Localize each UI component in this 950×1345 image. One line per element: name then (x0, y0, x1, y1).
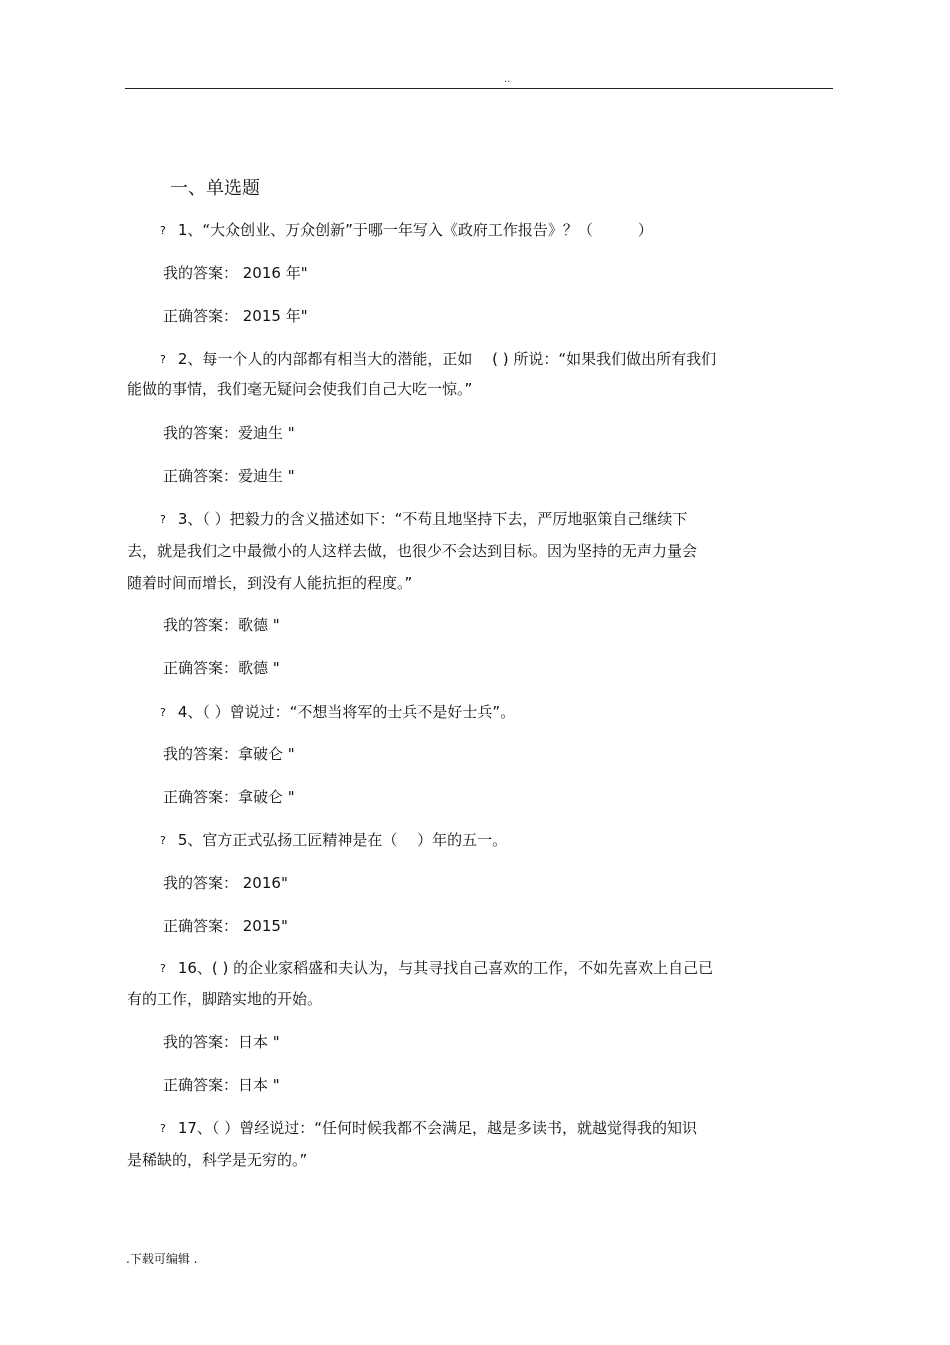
my-answer-4: 我的答案：拿破仑 " (163, 745, 295, 763)
question-text: 4、（ ）曾说过：“不想当将军的士兵不是好士兵”。 (177, 703, 516, 721)
correct-answer-2: 正确答案：爱迪生 " (163, 467, 295, 485)
question-text: 1、“大众创业、万众创新”于哪一年写入《政府工作报告》？（ ） (177, 221, 653, 239)
my-answer-5: 我的答案： 2016" (163, 874, 288, 892)
correct-answer-3: 正确答案：歌德 " (163, 659, 280, 677)
my-answer-16: 我的答案：日本 " (163, 1033, 280, 1051)
question-3-cont-2: 随着时间而增长，到没有人能抗拒的程度。” (127, 574, 413, 592)
question-text: 16、( ) 的企业家稻盛和夫认为，与其寻找自己喜欢的工作，不如先喜欢上自己已 (177, 959, 714, 977)
correct-answer-4: 正确答案：拿破仑 " (163, 788, 295, 806)
question-1 (160, 220, 653, 242)
question-16-cont: 有的工作，脚踏实地的开始。 (127, 990, 323, 1008)
question-5 (160, 830, 507, 852)
question-bullet: ? (160, 706, 166, 719)
question-17-cont: 是稀缺的，科学是无穷的。” (127, 1151, 308, 1169)
question-2 (160, 349, 716, 371)
question-bullet: ? (160, 834, 166, 847)
section-title: 一、单选题 (170, 178, 260, 199)
question-bullet: ? (160, 224, 166, 237)
question-bullet: ? (160, 513, 166, 526)
question-text: 5、官方正式弘扬工匠精神是在（ ）年的五一。 (177, 831, 508, 849)
question-16 (160, 958, 713, 980)
question-bullet: ? (160, 353, 166, 366)
correct-answer-16: 正确答案：日本 " (163, 1076, 280, 1094)
question-3-cont-1: 去，就是我们之中最微小的人这样去做，也很少不会达到目标。因为坚持的无声力量会 (127, 542, 698, 560)
question-3 (160, 509, 687, 531)
correct-answer-1: 正确答案： 2015 年" (163, 307, 308, 325)
question-text: 2、每一个人的内部都有相当大的潜能，正如 ( ) 所说：“如果我们做出所有我们 (177, 350, 717, 368)
header-rule (125, 88, 833, 89)
my-answer-2: 我的答案：爱迪生 " (163, 424, 295, 442)
my-answer-1: 我的答案： 2016 年" (163, 264, 308, 282)
question-text: 3、（ ）把毅力的含义描述如下：“不苟且地坚持下去，严厉地驱策自己继续下 (177, 510, 688, 528)
question-17 (160, 1118, 697, 1140)
header-mark: .. (504, 74, 511, 85)
question-bullet: ? (160, 962, 166, 975)
question-bullet: ? (160, 1122, 166, 1135)
correct-answer-5: 正确答案： 2015" (163, 917, 288, 935)
question-text: 17、（ ）曾经说过：“任何时候我都不会满足，越是多读书，就越觉得我的知识 (177, 1119, 697, 1137)
question-4 (160, 702, 515, 724)
my-answer-3: 我的答案：歌德 " (163, 616, 280, 634)
footer-note: .下载可编辑 . (126, 1252, 198, 1266)
question-2-cont: 能做的事情，我们毫无疑问会使我们自己大吃一惊。” (127, 380, 473, 398)
